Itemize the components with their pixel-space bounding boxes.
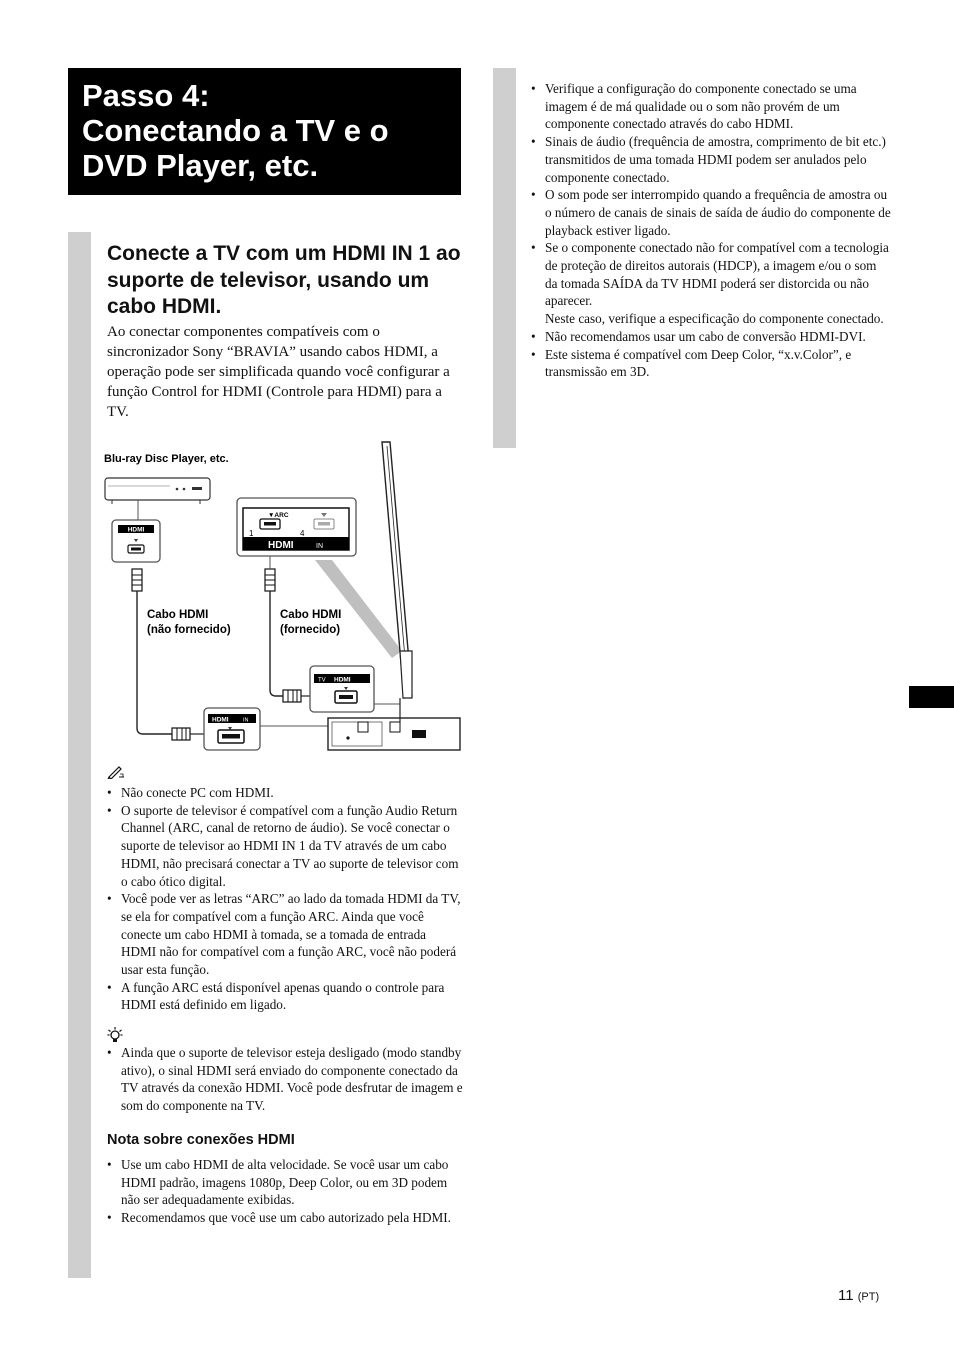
list-item: • A função ARC está disponível apenas quando o controle para HDMI está definido em ligado. [107,979,463,1014]
list-item: • Não conecte PC com HDMI. [107,784,463,802]
list-item-continuation: Neste caso, verifique a especificação do componente conectado. [545,311,884,327]
hdmi-notes-heading: Nota sobre conexões HDMI [107,1132,295,1148]
tv-out-label: TV [318,677,326,684]
list-item: • Recomendamos que você use um cabo autorizado pela HDMI. [107,1209,463,1227]
tv-in-label: IN [316,543,323,550]
player-hdmi-logo: HDMI [127,526,145,534]
lightbulb-tip-icon [107,1026,123,1044]
cable2-plug-end [283,690,301,702]
cable2-plug-top [265,569,275,591]
page-language: (PT) [857,1291,880,1303]
list-item: • Sinais de áudio (frequência de amostra, comprimento de bit etc.) transmitidos de uma tomada HDMI podem ser anulados pelo componente conectado. [531,133,891,186]
cable2-line [270,591,283,696]
list-item: • Se o componente conectado não for compatível com a tecnologia de proteção de direitos autorais (HDCP), a imagem e/ou o som da tomada SAÍDA da TV HDMI poderá ser distorcida ou não aparecer. [531,239,891,310]
blu-ray-player-icon [105,478,210,504]
page-number [838,1287,879,1304]
hdmi-port-4-number: 4 [300,529,305,538]
tv-hdmi-out-callout [310,666,374,712]
cable2-label-1: Cabo HDMI [280,609,342,621]
stand-hdmi-logo: HDMI [212,716,229,724]
cable1-label-2: (não fornecido) [147,624,231,636]
list-item: • Use um cabo HDMI de alta velocidade. Se você usar um cabo HDMI padrão, imagens 1080p, Deep Color, ou em 3D podem não ser adequadamente exibidas. [107,1156,463,1209]
list-item: • O suporte de televisor é compatível com a função Audio Return Channel (ARC, canal de retorno de áudio). Se você conectar o suporte de televisor ao HDMI IN 1 da TV através de um cabo HDMI, não precisará conectar a TV ao suporte de televisor com o cabo ótico digital. [107,802,463,891]
page-title-line-1: Passo 4: [82,78,210,113]
connection-diagram [100,436,464,756]
player-hdmi-port-callout [112,520,160,562]
pencil-note-icon [107,765,125,779]
list-item: • Ainda que o suporte de televisor esteja desligado (modo standby ativo), o sinal HDMI será enviado do componente conectado da TV através da conexão HDMI. Você pode desfrutar de imagem e som do componente na TV. [107,1044,463,1115]
tv-hdmi-logo: HDMI [268,540,294,551]
page-title-line-3: DVD Player, etc. [82,148,319,183]
page-title-line-2: Conectando a TV e o [82,113,389,148]
cable1-label-1: Cabo HDMI [147,609,209,621]
hdmi-port-1-number: 1 [249,529,254,538]
right-margin-bar [493,68,516,448]
tv-out-hdmi-logo: HDMI [334,676,351,684]
list-item: • Não recomendamos usar um cabo de conversão HDMI-DVI. [531,328,891,346]
notes-list [107,784,463,1014]
list-item: • O som pode ser interrompido quando a frequência de amostra ou o número de canais de sinais de saída de áudio do componente de playback estiver ligado. [531,186,891,239]
page-number-value: 11 [838,1287,854,1304]
page-title-box [68,68,461,195]
list-item: • Você pode ver as letras “ARC” ao lado da tomada HDMI da TV, se ela for compatível com a função ARC. Ainda que você conecte um cabo HDMI à tomada, se a tomada de entrada HDMI não for compatível com a função ARC, você não poderá usar esta função. [107,890,463,979]
player-label: Blu-ray Disc Player, etc. [104,453,229,465]
list-item: • Verifique a configuração do componente conectado se uma imagem é de má qualidade ou o som não provém de um componente conectado através do cabo HDMI. [531,80,891,133]
section-heading: Conecte a TV com um HDMI IN 1 ao suporte de televisor, usando um cabo HDMI. [107,242,461,318]
tv-hdmi-in-callout [237,498,356,556]
side-tab-marker [909,686,954,708]
cable1-plug-end [172,728,190,740]
stand-hdmi-in-callout [204,708,260,750]
list-item: • Este sistema é compatível com Deep Color, “x.v.Color”, e transmissão em 3D. [531,346,891,381]
tv-side-profile [382,442,412,698]
hdmi-notes-list [107,1156,463,1227]
tips-list [107,1044,463,1115]
left-margin-bar [68,232,91,1278]
arc-label: ▼ARC [268,512,289,519]
right-column-notes-list [531,80,891,381]
stand-in-label: IN [243,717,249,724]
intro-paragraph: Ao conectar componentes compatíveis com o sincronizador Sony “BRAVIA” usando cabos HDMI, a operação pode ser simplificada quando você configurar a função Control for HDMI (Controle para HDMI) para a TV. [107,324,450,420]
cable2-label-2: (fornecido) [280,624,341,636]
cable1-plug-top [132,569,142,591]
